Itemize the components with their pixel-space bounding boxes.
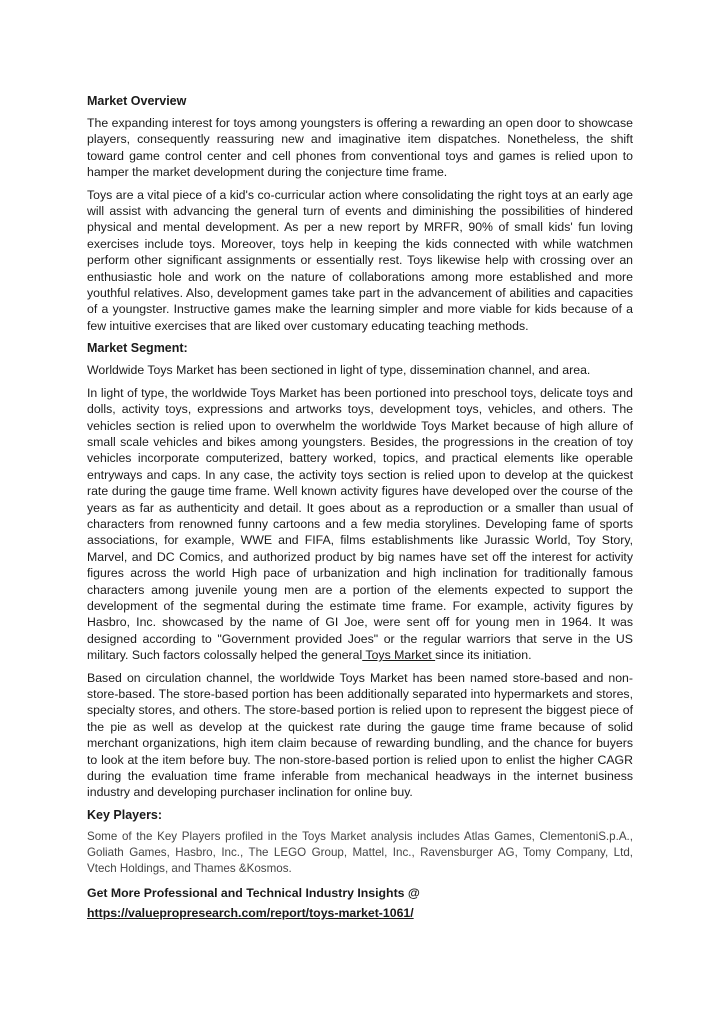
market-segment-heading: Market Segment: — [87, 341, 188, 356]
report-url-link[interactable]: https://valuepropresearch.com/report/toys-market-1061/ — [87, 905, 414, 920]
segment-paragraph-2-end: since its initiation. — [435, 648, 532, 663]
segment-paragraph-3: Based on circulation channel, the worldwide Toys Market has been named store-based and non-store-based. The store-based portion has been additionally separated into hypermarkets and stores, specialty stores, and others. The store-based portion is relied upon to represent the biggest piece of the pie as well as develop at the quickest rate during the gauge time frame because of solid merchant organizations, high item claim because of rewarding bundling, and the chance for buyers to look at the item before buy. The non-store-based portion is relied upon to enlist the higher CAGR during the evaluation time frame inferable from mechanical headways in the internet business industry and developing purchaser inclination for online buy. — [87, 670, 633, 800]
toys-market-link[interactable]: Toys Market — [362, 648, 436, 663]
market-overview-heading: Market Overview — [87, 94, 187, 108]
segment-paragraph-2-text: In light of type, the worldwide Toys Market has been portioned into preschool toys, delicate toys and dolls, activity toys, expressions and artworks toys, development toys, vehicles, and others. The vehicles section is relied upon to overwhelm the worldwide Toys Market because of high allure of small scale vehicles and bikes among youngsters. Besides, the progressions in the creation of toy vehicles incorporate computerized, battery worked, topics, and practical elements like operable entryways and caps. In any case, the activity toys section is relied upon to develop at the quickest rate during the gauge time frame. Well known activity figures have developed over the course of the years as far as authenticity and detail. It goes about as a reproduction or a smaller than usual of characters from renowned funny cartoons and a few media storylines. Developing fame of sports associations, for example, WWE and FIFA, films establishments like Jurassic World, Toy Story, Marvel, and DC Comics, and authorized product by big names have set off the interest for activity figures across the world High pace of urbanization and high inclination for traditionally famous characters among juvenile young men are a portion of the elements expected to support the development of the segmental during the estimate time frame. For example, activity figures by Hasbro, Inc. showcased by the name of GI Joe, were sent off for young men in 1964. It was designed according to "Government provided Joes" or the regular warriors that serve in the US military. Such factors colossally helped the general — [87, 385, 633, 663]
document-body — [87, 93, 633, 923]
segment-paragraph-1: Worldwide Toys Market has been sectioned in light of type, dissemination channel, and area. — [87, 363, 591, 378]
overview-paragraph-1: The expanding interest for toys among youngsters is offering a rewarding an open door to showcase players, consequently reassuring new and imaginative item dispatches. Nonetheless, the shift toward game control center and cell phones from conventional toys and games is relied upon to hamper the market development during the conjecture time frame. — [87, 116, 633, 180]
insights-cta-text: Get More Professional and Technical Industry Insights @ — [87, 885, 420, 900]
segment-paragraph-2 — [87, 385, 633, 664]
key-players-paragraph: Some of the Key Players profiled in the Toys Market analysis includes Atlas Games, ClementoniS.p.A., Goliath Games, Hasbro, Inc., The LEGO Group, Mattel, Inc., Ravensburger AG, Tomy Company, Ltd, Vtech Holdings, and Thames &Kosmos. — [87, 829, 633, 875]
key-players-heading: Key Players: — [87, 807, 163, 822]
overview-paragraph-2: Toys are a vital piece of a kid's co-curricular action where consolidating the right toys at an early age will assist with advancing the general turn of events and diminishing the possibilities of hindered physical and mental development. As per a new report by MRFR, 90% of small kids' fun loving exercises include toys. Moreover, toys help in keeping the kids connected with while watchmen perform other significant assignments or essentially rest. Toys likewise help with crossing over an enthusiastic hole and work on the nature of collaborations among more established and more youthful relatives. Also, development games take part in the advancement of abilities and capacities of a youngster. Instructive games make the learning simpler and more viable for kids because of a few intuitive exercises that are liked over customary educating teaching methods. — [87, 187, 633, 333]
insights-cta — [87, 883, 633, 923]
